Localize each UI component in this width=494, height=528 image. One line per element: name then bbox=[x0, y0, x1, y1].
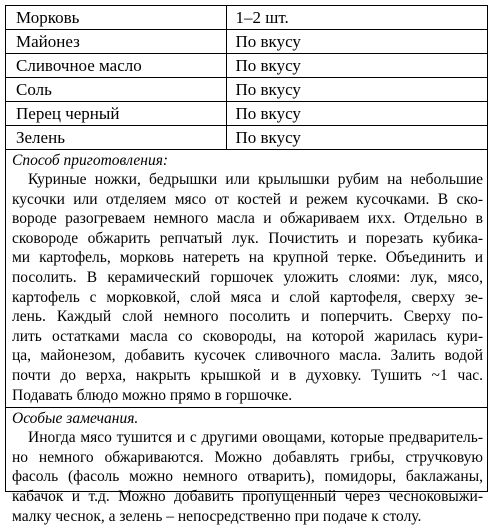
text-line: ца, майонезом, добавить кусочек сливочного масла. Залить водой bbox=[12, 347, 483, 365]
notes-text bbox=[12, 428, 483, 526]
ingredient-amount: По вкусу bbox=[226, 54, 487, 78]
method-section bbox=[6, 150, 487, 408]
ingredient-row bbox=[6, 6, 487, 30]
ingredient-name: Сливочное масло bbox=[6, 54, 226, 78]
text-line: Иногда мясо тушится и с другими овощами, которые предваритель- bbox=[28, 429, 483, 447]
ingredient-name: Морковь bbox=[6, 6, 226, 30]
text-line: малку чеснок, а зелень – непосредственно при подаче к столу. bbox=[12, 507, 422, 525]
text-line: кусочки или отделяем мясо от костей и режем кусочками. В ско- bbox=[12, 190, 483, 208]
text-line: почти до верха, накрыть крышкой и в духовку. Тушить ~1 час. bbox=[12, 366, 483, 384]
method-text bbox=[12, 170, 483, 405]
ingredient-name: Соль bbox=[6, 78, 226, 102]
text-line: но немного обжариваются. Можно добавлять грибы, стручковую bbox=[12, 448, 483, 466]
text-line: лить остатками масла со сковороды, на которой жарилась кури- bbox=[12, 327, 483, 345]
method-title: Способ приготовления: bbox=[12, 152, 169, 169]
text-line: фасоль (фасоль можно немного отварить), помидоры, баклажаны, bbox=[12, 468, 483, 486]
ingredient-row bbox=[6, 126, 487, 150]
ingredient-row bbox=[6, 54, 487, 78]
text-line: вороде разогреваем немного масла и обжариваем ихх. Отдельно в bbox=[12, 210, 483, 228]
ingredient-row bbox=[6, 30, 487, 54]
text-line: кабачок и т.д. Можно добавить пропущенный через чесноковыжи- bbox=[12, 487, 483, 505]
notes-title: Особые замечания. bbox=[12, 410, 139, 428]
ingredient-amount: По вкусу bbox=[226, 30, 487, 54]
ingredient-amount: По вкусу bbox=[226, 102, 487, 126]
ingredient-name: Майонез bbox=[6, 30, 226, 54]
text-line: ми картофель, морковь натереть на крупной терке. Объединить и bbox=[12, 249, 483, 267]
ingredients-table bbox=[6, 6, 487, 150]
ingredient-name: Перец черный bbox=[6, 102, 226, 126]
text-line: лень. Каждый слой немного посолить и поперчить. Сверху по- bbox=[12, 308, 483, 326]
ingredient-amount: По вкусу bbox=[226, 78, 487, 102]
ingredient-row bbox=[6, 102, 487, 126]
ingredient-row bbox=[6, 78, 487, 102]
notes-section bbox=[6, 408, 487, 528]
ingredient-name: Зелень bbox=[6, 126, 226, 150]
ingredient-amount: 1–2 шт. bbox=[226, 6, 487, 30]
text-line: Куриные ножки, бедрышки или крылышки рубим на небольшие bbox=[28, 171, 483, 188]
text-line: Подавать блюдо можно прямо в горшочке. bbox=[12, 386, 293, 404]
text-line: посолить. В керамический горшочек уложить слоями: лук, мясо, bbox=[12, 268, 483, 286]
recipe-table bbox=[5, 5, 488, 525]
text-line: картофель с морковкой, слой мяса и слой картофеля, сверху зе- bbox=[12, 288, 483, 306]
text-line: сковороде обжарить репчатый лук. Почистить и порезать кубика- bbox=[12, 229, 483, 247]
ingredient-amount: По вкусу bbox=[226, 126, 487, 150]
